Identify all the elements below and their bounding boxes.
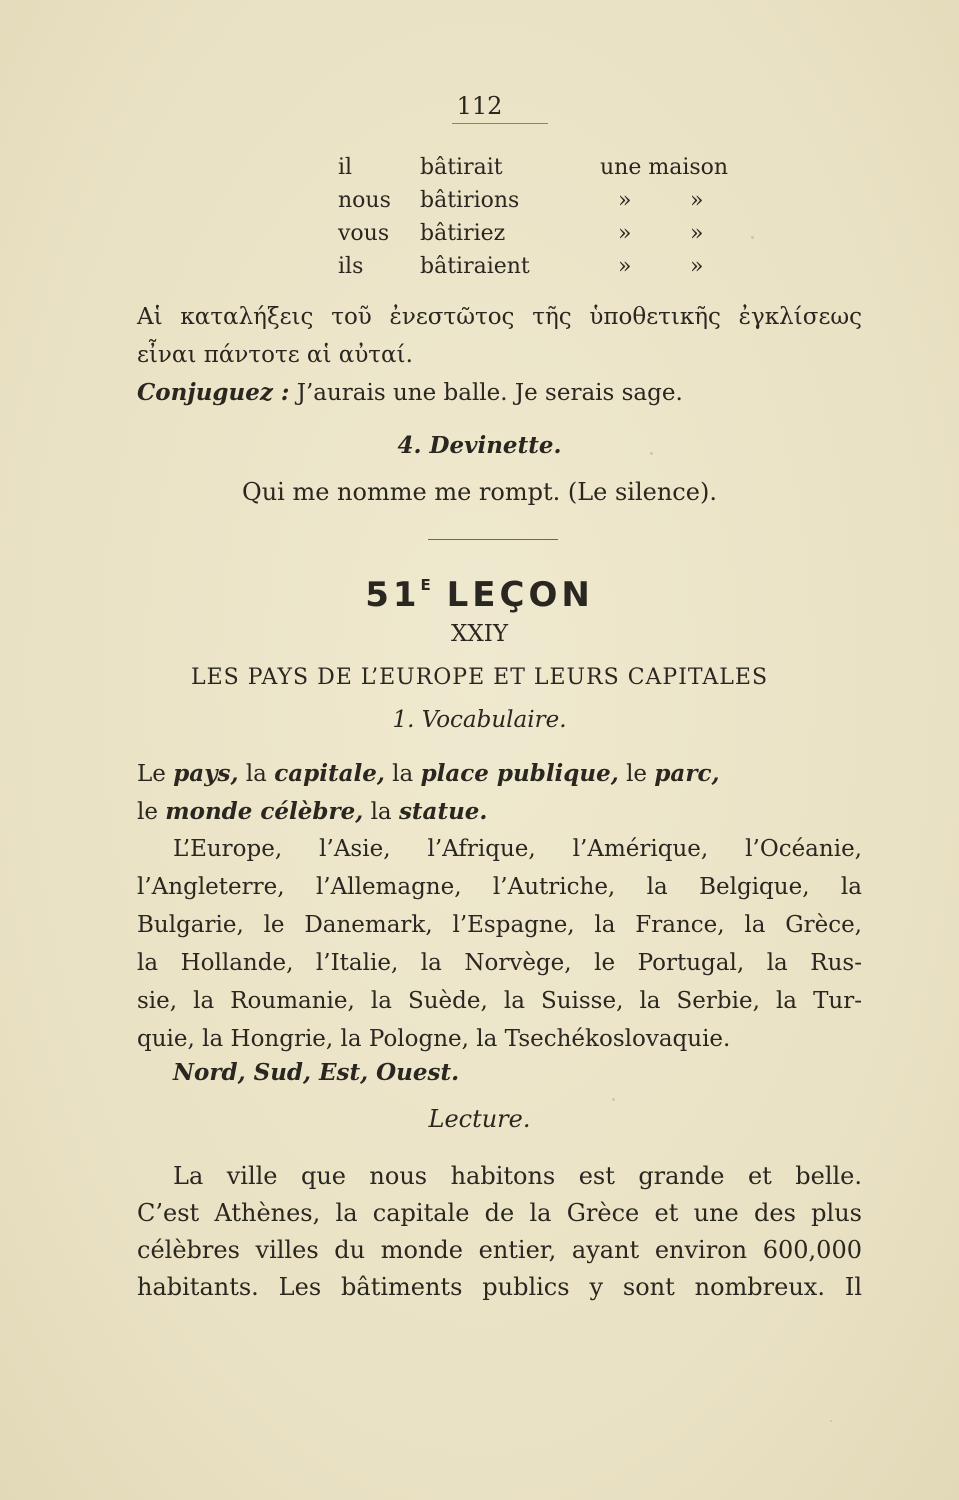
lesson-heading: LES PAYS DE L’EUROPE ET LEURS CAPITALES xyxy=(190,665,769,690)
conjugate-text: J’aurais une balle. Je serais sage. xyxy=(296,380,683,406)
ditto-mark: » xyxy=(690,221,704,246)
vocab-word: place publique, xyxy=(420,760,619,787)
reading-line: célèbres villes du monde entier, ayant environ 600,000 xyxy=(137,1236,862,1264)
conjugate-exercise xyxy=(137,374,862,412)
lesson-word: LEÇON xyxy=(446,575,594,615)
conjugation-pronoun: vous xyxy=(338,221,390,246)
ditto-mark: » xyxy=(618,221,632,246)
vocab-word: monde célèbre, xyxy=(165,798,364,825)
countries-line: la Hollande, l’Italie, la Norvège, le Portugal, la Rus- xyxy=(137,950,862,976)
vocab-article: le xyxy=(137,799,158,825)
reading-paragraph xyxy=(137,1158,862,1306)
conjugation-row xyxy=(338,155,758,188)
countries-line: sie, la Roumanie, la Suède, la Suisse, la Serbie, la Tur- xyxy=(137,988,862,1014)
paper-spot xyxy=(650,452,653,455)
lesson-roman-numeral: XXIY xyxy=(450,621,509,647)
vocab-article: Le xyxy=(137,761,166,787)
reading-line: C’est Athènes, la capitale de la Grèce et une des plus xyxy=(137,1199,862,1227)
vocab-word: capitale, xyxy=(274,760,385,787)
lecture-title: Lecture. xyxy=(428,1105,531,1133)
conjugation-verb: bâtirions xyxy=(420,188,520,213)
countries-line: Bulgarie, le Danemark, l’Espagne, la France, la Grèce, xyxy=(137,912,862,938)
vocabulary-words xyxy=(137,755,862,831)
vocabulary-title: 1. Vocabulaire. xyxy=(392,707,567,733)
conjugation-verb: bâtiriez xyxy=(420,221,506,246)
conjugation-row xyxy=(338,188,758,221)
paper-spot xyxy=(830,1420,832,1422)
greek-note: Αἱ καταλήξεις τοῦ ἐνεστῶτος τῆς ὑποθετικῆς ἐγκλίσεως εἶναι πάντοτε αἱ αὐταί. xyxy=(137,304,862,368)
lesson-number-suffix: E xyxy=(420,576,431,594)
countries-line: l’Angleterre, l’Allemagne, l’Autriche, la Belgique, la xyxy=(137,874,862,900)
conjugation-pronoun: nous xyxy=(338,188,391,213)
vocab-word: pays, xyxy=(173,760,239,787)
directions: Nord, Sud, Est, Ouest. xyxy=(173,1059,460,1086)
ditto-mark: » xyxy=(618,188,632,213)
conjugation-pronoun: ils xyxy=(338,254,364,279)
vocab-article: la xyxy=(370,799,392,825)
countries-line: quie, la Hongrie, la Pologne, la Tsechékoslovaquie. xyxy=(137,1026,731,1052)
section-divider xyxy=(428,539,558,540)
conjugate-label: Conjuguez : xyxy=(137,379,290,406)
lesson-title xyxy=(0,575,959,615)
ditto-mark: » xyxy=(618,254,632,279)
conjugation-verb: bâtiraient xyxy=(420,254,530,279)
reading-line: La ville que nous habitons est grande et belle. xyxy=(173,1162,862,1190)
page-number-rule xyxy=(452,123,548,124)
vocab-word: parc, xyxy=(654,760,720,787)
vocab-word: statue. xyxy=(398,798,488,825)
conjugation-pronoun: il xyxy=(338,155,353,180)
conjugation-object: une maison xyxy=(600,155,729,180)
riddle-text: Qui me nomme me rompt. (Le silence). xyxy=(242,478,717,506)
lesson-number: 51 xyxy=(365,575,421,615)
page-number: 112 xyxy=(456,92,503,120)
ditto-mark: » xyxy=(690,188,704,213)
vocab-article: le xyxy=(626,761,648,787)
paper-spot xyxy=(612,1098,615,1101)
vocab-article: la xyxy=(245,761,267,787)
conjugation-verb: bâtirait xyxy=(420,155,503,180)
paper-spot xyxy=(751,236,754,239)
conjugation-table xyxy=(338,155,758,287)
conjugation-row xyxy=(338,221,758,254)
countries-paragraph xyxy=(137,830,862,1058)
riddle-title: 4. Devinette. xyxy=(397,432,562,459)
conjugation-row xyxy=(338,254,758,287)
ditto-mark: » xyxy=(690,254,704,279)
vocab-article: la xyxy=(392,761,414,787)
countries-line: L’Europe, l’Asie, l’Afrique, l’Amérique, l’Océanie, xyxy=(173,836,862,862)
reading-line: habitants. Les bâtiments publics y sont nombreux. Il xyxy=(137,1273,862,1301)
